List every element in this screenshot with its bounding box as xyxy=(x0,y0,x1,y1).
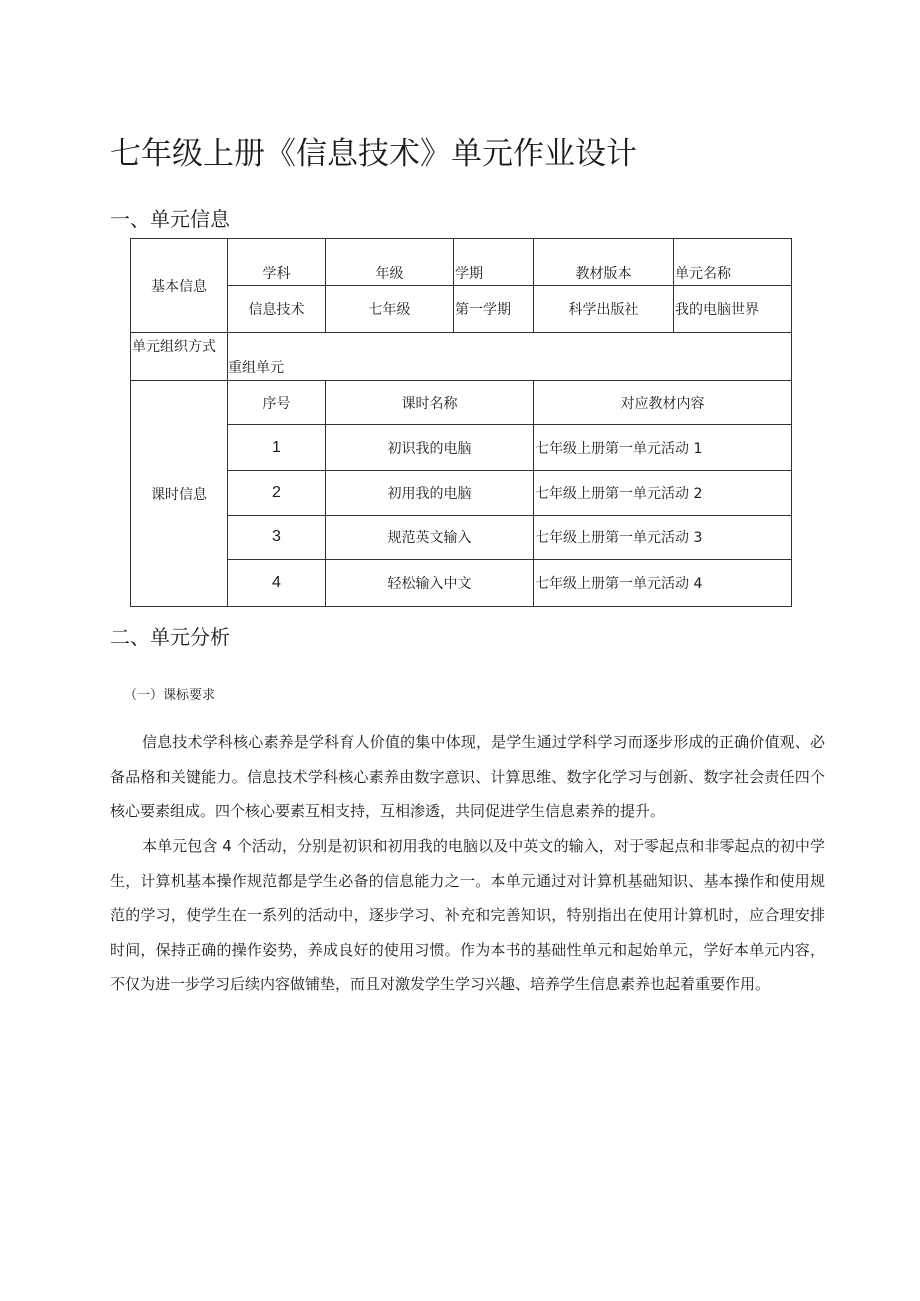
lesson-name: 初识我的电脑 xyxy=(326,425,534,470)
value-subject: 信息技术 xyxy=(228,286,326,333)
lesson-name: 初用我的电脑 xyxy=(326,470,534,515)
header-textbook: 教材版本 xyxy=(534,239,674,286)
header-semester: 学期 xyxy=(454,239,534,286)
value-semester: 第一学期 xyxy=(454,286,534,333)
lesson-no: 1 xyxy=(228,425,326,470)
basic-info-label: 基本信息 xyxy=(131,239,228,333)
lesson-header-content: 对应教材内容 xyxy=(534,381,792,425)
paragraph: 本单元包含 4 个活动，分别是初识和初用我的电脑以及中英文的输入，对于零起点和非零起点的初中学生，计算机基本操作规范都是学生必备的信息能力之一。本单元通过对计算机基础知识、基本操作和使用规范的学习，使学生在一系列的活动中，逐步学习、补充和完善知识，特别指出在使用计算机时，应合理安排时间，保持正确的操作姿势，养成良好的使用习惯。作为本书的基础性单元和起始单元，学好本单元内容，不仅为进一步学习后续内容做铺垫，而且对激发学生学习兴趣、培养学生信息素养也起着重要作用。 xyxy=(110,837,825,993)
value-grade: 七年级 xyxy=(326,286,454,333)
lesson-name: 轻松输入中文 xyxy=(326,559,534,606)
subheading-curriculum-requirements: （一）课标要求 xyxy=(124,688,216,703)
page-title: 七年级上册《信息技术》单元作业设计 xyxy=(110,136,637,172)
header-grade: 年级 xyxy=(326,239,454,286)
lesson-content: 七年级上册第一单元活动 4 xyxy=(534,559,792,606)
lesson-name: 规范英文输入 xyxy=(326,515,534,559)
header-unit-name: 单元名称 xyxy=(674,239,792,286)
lesson-content: 七年级上册第一单元活动 2 xyxy=(534,470,792,515)
org-value: 重组单元 xyxy=(228,333,792,381)
section-heading-unit-analysis: 二、单元分析 xyxy=(110,625,230,649)
header-subject: 学科 xyxy=(228,239,326,286)
value-unit-name: 我的电脑世界 xyxy=(674,286,792,333)
lesson-content: 七年级上册第一单元活动 3 xyxy=(534,515,792,559)
lesson-header-no: 序号 xyxy=(228,381,326,425)
value-textbook: 科学出版社 xyxy=(534,286,674,333)
unit-info-table xyxy=(130,238,792,607)
lesson-info-label: 课时信息 xyxy=(131,381,228,607)
lesson-no: 4 xyxy=(228,559,326,606)
paragraph: 信息技术学科核心素养是学科育人价值的集中体现，是学生通过学科学习而逐步形成的正确价值观、必备品格和关键能力。信息技术学科核心素养由数字意识、计算思维、数字化学习与创新、数字社会责任四个核心要素组成。四个核心要素互相支持，互相渗透，共同促进学生信息素养的提升。 xyxy=(110,733,825,820)
lesson-content: 七年级上册第一单元活动 1 xyxy=(534,425,792,470)
lesson-header-name: 课时名称 xyxy=(326,381,534,425)
table-row xyxy=(131,559,792,606)
org-label: 单元组织方式 xyxy=(131,333,228,381)
lesson-no: 3 xyxy=(228,515,326,559)
section-heading-unit-info: 一、单元信息 xyxy=(110,207,230,231)
lesson-no: 2 xyxy=(228,470,326,515)
table-row xyxy=(131,470,792,515)
table-row xyxy=(131,515,792,559)
table-row xyxy=(131,425,792,470)
